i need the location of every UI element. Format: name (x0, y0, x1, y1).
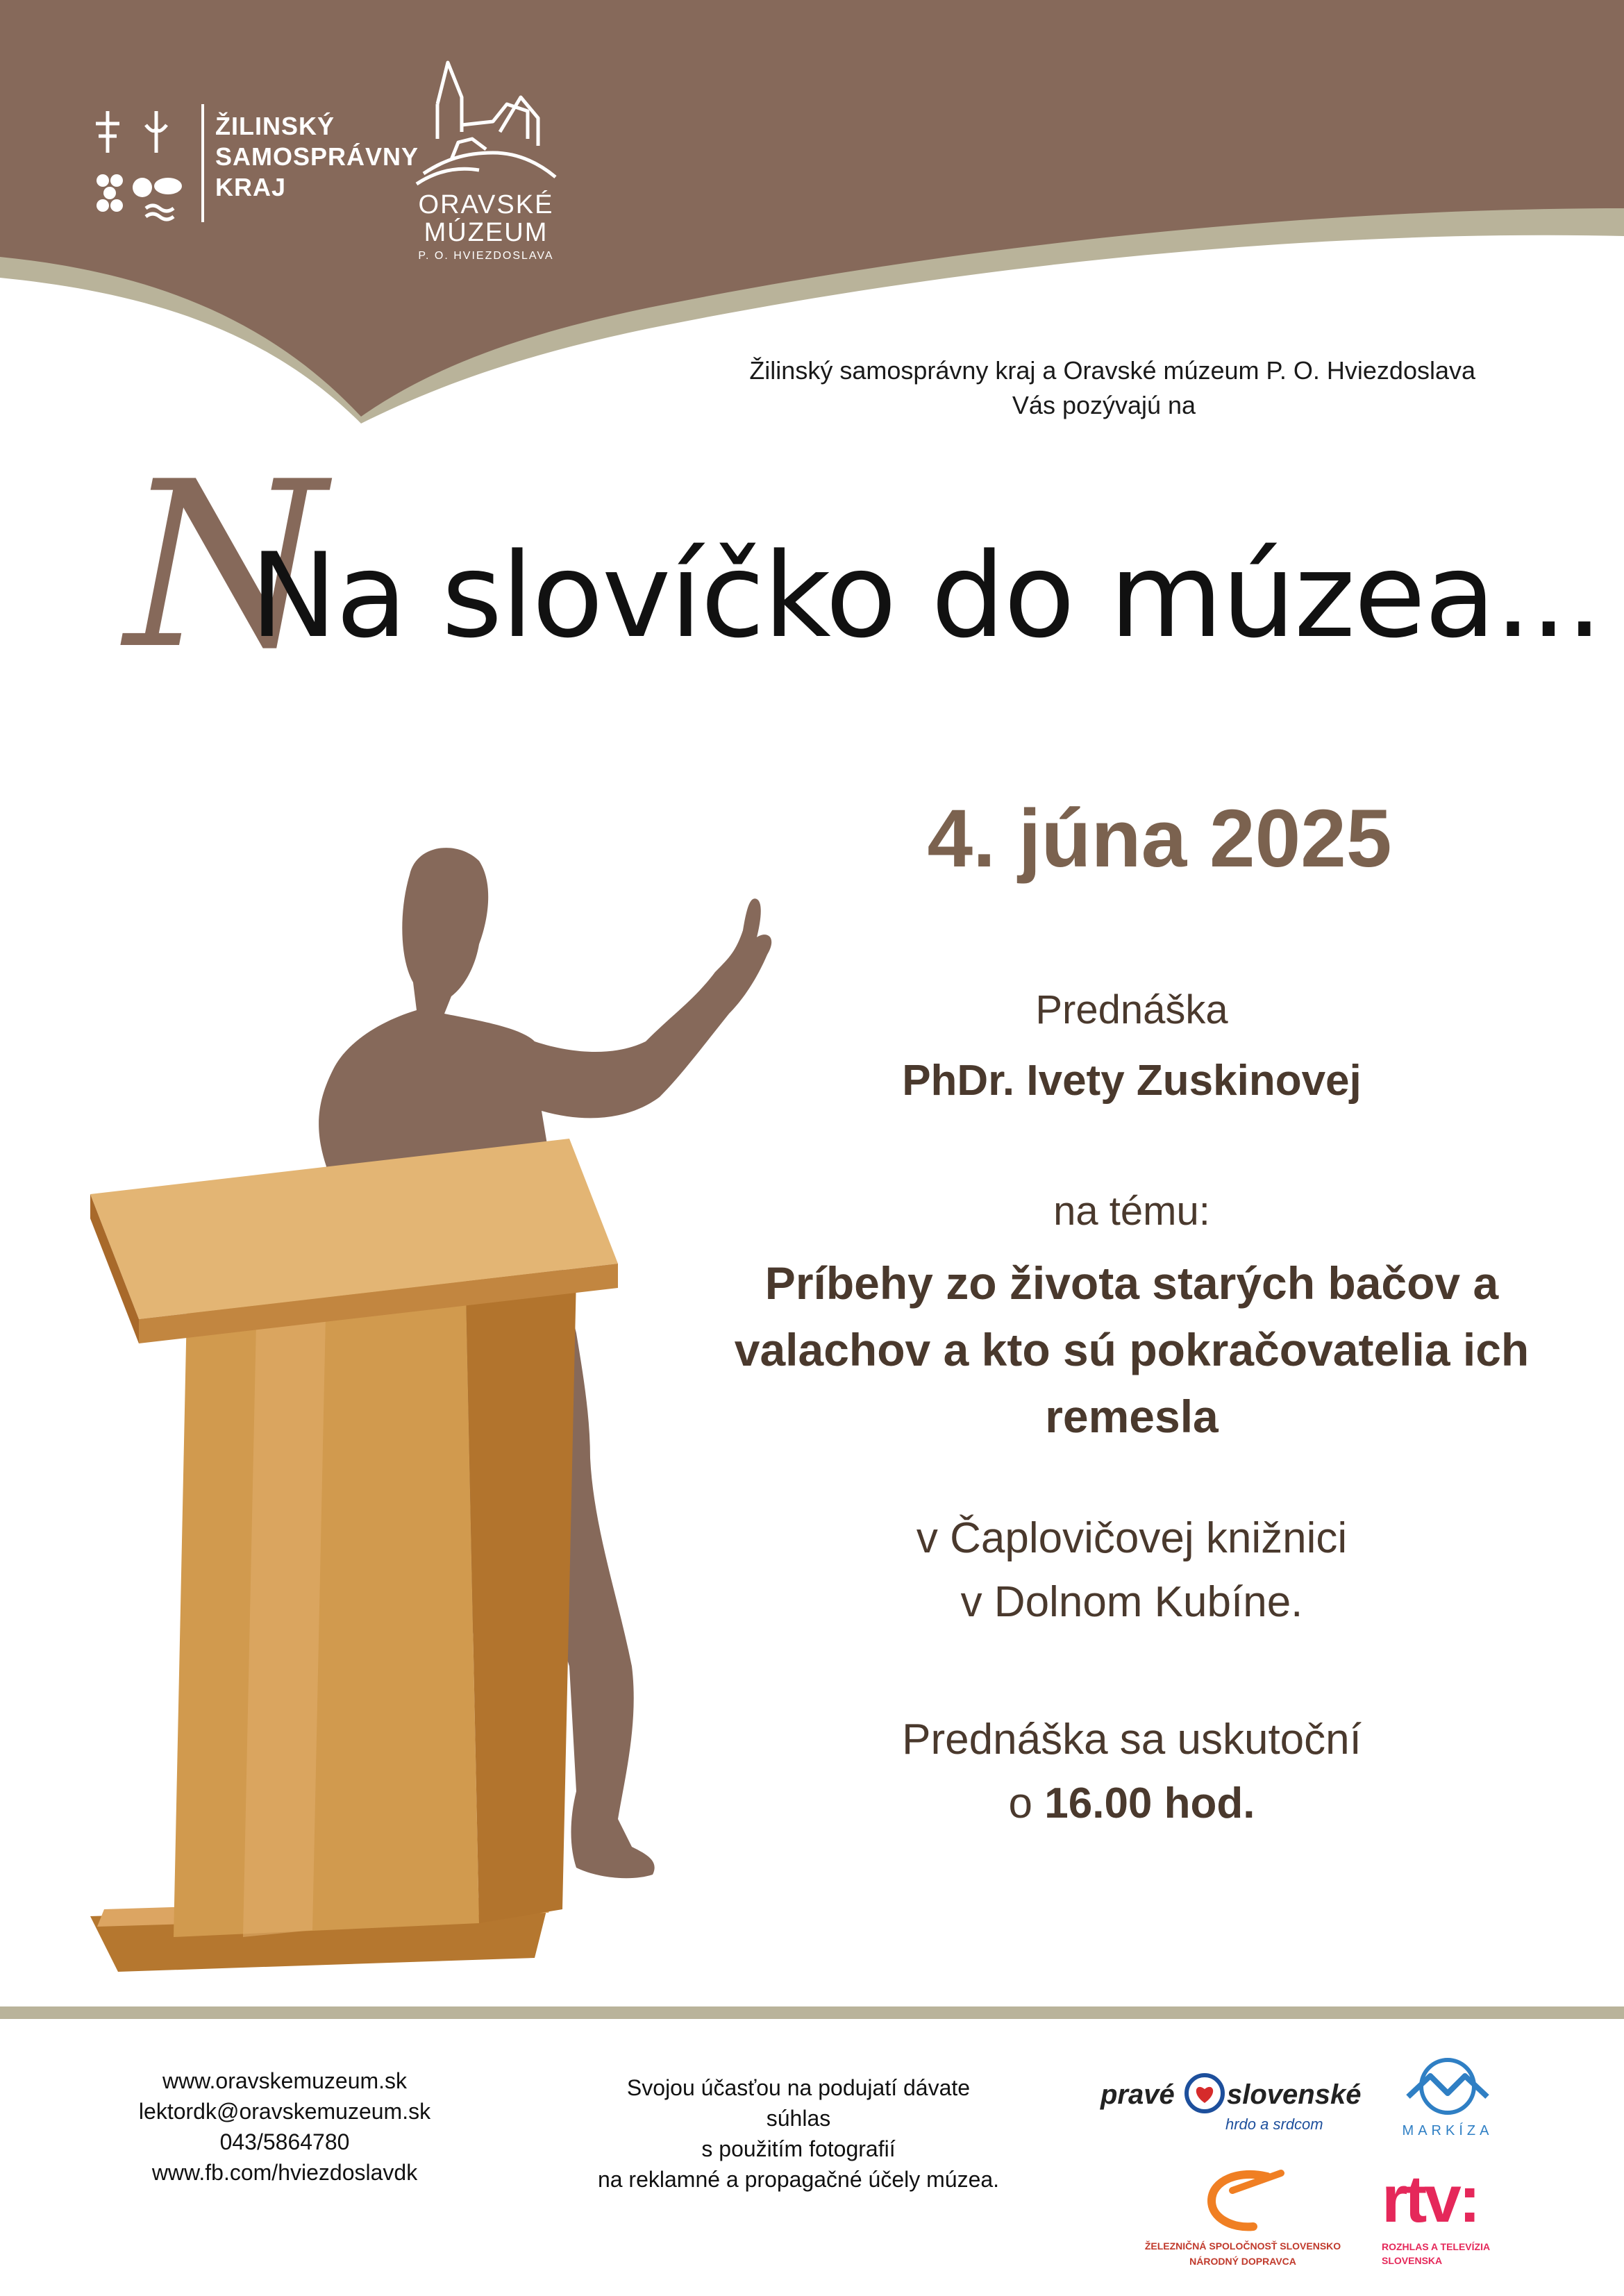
consent-line-1: Svojou účasťou na podujatí dávate (626, 2075, 971, 2100)
zsk-logo (90, 104, 419, 222)
museum-logo (403, 56, 569, 264)
sponsor-markiza-logo (1389, 2055, 1507, 2145)
sponsor-prave-slovenske-logo (1100, 2072, 1362, 2142)
venue-line-1: v Čaplovičovej knižnici (916, 1514, 1348, 1562)
sponsor-zssk-logo (1139, 2163, 1347, 2281)
castle-icon (410, 56, 562, 187)
footer-contacts (104, 2065, 465, 2188)
contact-facebook[interactable]: www.fb.com/hviezdoslavdk (151, 2160, 418, 2185)
lecturer-name: PhDr. Ivety Zuskinovej (902, 1057, 1362, 1105)
topic-text (667, 1250, 1597, 1450)
zsk-logo-line-2: SAMOSPRÁVNY (215, 142, 419, 171)
contact-email[interactable]: lektordk@oravskemuzeum.sk (138, 2099, 431, 2124)
zsk-logo-text (215, 111, 419, 203)
zsk-coat-of-arms-icon (90, 104, 194, 222)
consent-line-2: súhlas (766, 2106, 831, 2131)
time-line-1: Prednáška sa uskutoční (902, 1716, 1362, 1763)
zsk-logo-line-3: KRAJ (215, 173, 287, 201)
zsk-logo-line-1: ŽILINSKÝ (215, 112, 335, 140)
heart-icon (1184, 2072, 1225, 2121)
time-text (667, 1708, 1597, 1836)
prave-word: pravé (1100, 2079, 1175, 2110)
contact-website[interactable]: www.oravskemuzeum.sk (162, 2068, 408, 2093)
time-value: 16.00 hod. (1044, 1779, 1255, 1827)
time-prefix: o (1008, 1779, 1045, 1827)
event-date: 4. júna 2025 (927, 793, 1392, 885)
museum-name (403, 191, 569, 246)
zssk-line-2: NÁRODNÝ DOPRAVCA (1189, 2256, 1296, 2267)
slovenske-word: slovenské (1227, 2079, 1362, 2110)
consent-line-3: s použitím fotografií (701, 2136, 896, 2161)
rtvs-line-2: SLOVENSKA (1382, 2255, 1443, 2266)
time-line-2 (667, 1772, 1597, 1836)
footer-consent (555, 2072, 1041, 2195)
consent-line-4: na reklamné a propagačné účely múzea. (597, 2167, 1000, 2192)
markiza-text: MARKÍZA (1402, 2123, 1493, 2138)
sponsor-rtvs-logo (1382, 2162, 1521, 2277)
contact-phone: 043/5864780 (219, 2129, 350, 2154)
zssk-line-1: ŽELEZNIČNÁ SPOLOČNOSŤ SLOVENSKO (1144, 2240, 1341, 2252)
museum-name-line-1: ORAVSKÉ (418, 190, 554, 219)
topic-line-3: remesla (1045, 1391, 1219, 1442)
zssk-icon (1191, 2163, 1295, 2239)
footer-divider (0, 2006, 1624, 2019)
venue-text (667, 1507, 1597, 1634)
prave-tagline: hrdo a srdcom (1225, 2115, 1323, 2133)
venue-line-2: v Dolnom Kubíne. (960, 1578, 1303, 1626)
invitation-line-2: Vás pozývajú na (1012, 391, 1196, 419)
invitation-text (0, 354, 1475, 387)
decorative-initial: N (125, 433, 326, 699)
podium (90, 1139, 618, 1972)
rtvs-line-1: ROZHLAS A TELEVÍZIA (1382, 2241, 1491, 2252)
invitation-line-1: Žilinský samosprávny kraj a Oravské múzeum P. O. Hviezdoslava (749, 356, 1475, 385)
zsk-divider (201, 104, 204, 222)
museum-name-line-2: MÚZEUM (424, 218, 549, 247)
topic-line-2: valachov a kto sú pokračovatelia ich (734, 1324, 1530, 1375)
page-title: Na slovíčko do múzea... (250, 528, 1602, 664)
museum-subtitle: P. O. HVIEZDOSLAVA (418, 250, 554, 262)
lecture-label: Prednáška (1035, 987, 1228, 1032)
rtvs-wordmark: rtv: (1382, 2162, 1478, 2236)
topic-line-1: Príbehy zo života starých bačov a (764, 1257, 1499, 1309)
topic-label: na tému: (1053, 1189, 1210, 1234)
markiza-icon (1403, 2055, 1493, 2118)
